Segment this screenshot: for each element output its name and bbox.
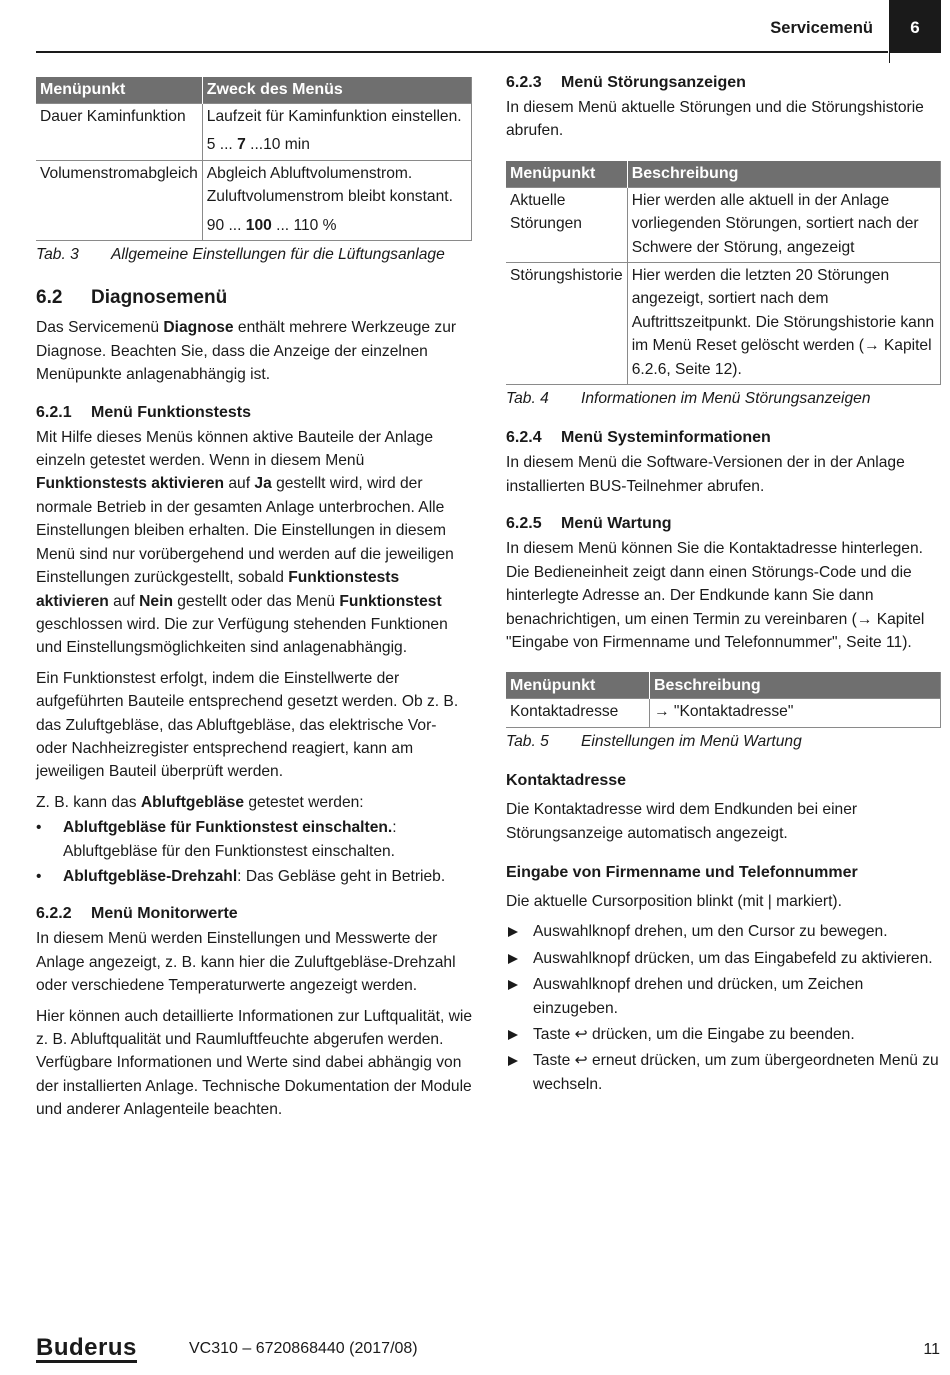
table-caption [506,730,941,753]
section-title: Menü Störungsanzeigen [561,74,746,91]
section-heading [36,286,472,310]
section-title: Menü Wartung [561,515,672,533]
paragraph: Z. B. kann das Abluftgebläse getestet werden: [36,793,364,811]
section-title: Menü Systeminformationen [561,429,771,447]
paragraph: Die Kontaktadresse wird dem Endkunden bei einer Störungsanzeige automatisch angezeigt. [506,801,858,842]
section-title: Diagnosemenü [91,287,228,309]
table-header-menupunkt: Menüpunkt [506,672,650,699]
list-item: Taste ↩ drücken, um die Eingabe zu beenden. [506,1023,941,1046]
subheading: Eingabe von Firmenname und Telefonnummer [506,863,858,881]
range-post: ...10 min [245,136,310,154]
instruction-list [506,920,941,1096]
table-row [506,187,940,262]
paragraph: In diesem Menü aktuelle Störungen und die Störungshistorie abrufen. [506,99,924,140]
section-number: 6.2.1 [36,403,72,421]
brand-logo [36,1336,137,1363]
subsection-heading [506,71,941,94]
brand-text: Buderus [36,1334,137,1361]
header-title: Servicemenü [770,19,873,37]
section-number: 6.2 [36,287,63,309]
cell-range [207,214,467,237]
table-3 [36,77,472,241]
table-header-zweck: Zweck des Menüs [202,77,471,104]
table-row [506,263,940,385]
paragraph: Die aktuelle Cursorposition blinkt (mit | markiert). [506,892,842,910]
paragraph: Hier können auch detaillierte Informationen zur Luftqualität, wie z. B. Abluftqualität und Raumluftfeuchte abgerufen werden. Verfügbare Informationen und Werte sind dabei abhängig von der installierten Anlage. Technische Dokumentation der Module und anderer Anlagenteile beachten. [36,1007,473,1119]
paragraph: In diesem Menü werden Einstellungen und Messwerte der Anlage angezeigt, z. B. kann hier die Zuluftgebläse-Drehzahl oder verschiedene Temperaturwerte angezeigt werden. [36,930,456,995]
section-number: 6.2.3 [506,74,542,91]
right-column [506,71,941,1099]
triangle-bullet-icon [508,1056,518,1066]
paragraph: In diesem Menü die Software-Versionen der in der Anlage installierten BUS-Teilnehmer abrufen. [506,454,905,495]
bullet-list [36,816,472,888]
range-post: ... 110 % [271,216,337,234]
subsection-heading [506,512,941,535]
caption-number: Tab. 5 [506,732,549,750]
section-number: 6.2.2 [36,905,72,923]
triangle-bullet-icon [508,1030,518,1040]
table-caption [506,387,941,410]
range-default: 7 [237,136,246,154]
table-cell-desc: → "Kontaktadresse" [650,699,941,727]
table-header-beschreibung: Beschreibung [650,672,941,699]
list-item: Taste ↩ erneut drücken, um zum übergeordneten Menü zu wechseln. [506,1049,941,1096]
chapter-number: 6 [889,0,941,53]
table-row [36,104,471,161]
list-item: • Abluftgebläse für Funktionstest einschalten.: Abluftgebläse für den Funktionstest einschalten. [36,816,472,863]
triangle-bullet-icon [508,927,518,937]
table-header-menupunkt: Menüpunkt [506,161,627,188]
caption-text: Einstellungen im Menü Wartung [581,732,802,750]
table-4 [506,161,941,385]
table-row [506,699,940,727]
cell-desc-text: Abgleich Abluftvolumenstrom. Zuluftvolumenstrom bleibt konstant. [206,164,453,206]
cell-desc-text: Laufzeit für Kaminfunktion einstellen. [206,108,462,125]
caption-text: Allgemeine Einstellungen für die Lüftungsanlage [111,246,445,264]
caption-text: Informationen im Menü Störungsanzeigen [581,390,871,408]
page-number: 11 [923,1341,940,1358]
table-cell-desc [202,160,471,240]
list-item: Auswahlknopf drehen und drücken, um Zeichen einzugeben. [506,973,941,1020]
section-number: 6.2.5 [506,515,542,533]
range-pre: 90 ... [206,216,246,234]
range-default: 100 [245,216,272,234]
table-cell-item: Aktuelle Störungen [506,187,627,262]
header-rule [36,51,888,53]
table-cell-desc: Hier werden alle aktuell in der Anlage vorliegenden Störungen, sortiert nach der Schwere der Störung, angezeigt [627,187,940,262]
list-item: Auswahlknopf drehen, um den Cursor zu bewegen. [506,920,941,943]
subheading: Kontaktadresse [506,772,627,790]
section-title: Menü Funktionstests [91,403,252,421]
table-cell-desc [202,104,471,161]
paragraph: Mit Hilfe dieses Menüs können aktive Bauteile der Anlage einzeln getestet werden. Wenn in diesem Menü Funktionstests aktivieren auf Ja gestellt wird, wird der normale Betrieb in der gesamten Anlage unterbrochen. Alle Einstellungen bleiben erhalten. Die Einstellungen in diesem Menü sind nur vorübergehend und werden auf die jeweiligen Einstellungen zurückgestellt, sobald Funktionstests aktivieren auf Nein gestellt oder das Menü Funktionstest geschlossen wird. Die zur Verfügung stehenden Funktionen und Einstellungsmöglichkeiten sind anlagenabhängig. [36,428,454,657]
paragraph: In diesem Menü können Sie die Kontaktadresse hinterlegen. Die Bedieneinheit zeigt dann einen Störungs-Code und die hinterlegte Adresse an. Der Endkunde kann Sie dann benachrichtigen, um einen Termin zu vereinbaren (→ Kapitel "Eingabe von Firmenname und Telefonnummer", Seite 11). [506,540,925,651]
table-cell-item: Volumenstromabgleich [36,160,202,240]
document-id: VC310 – 6720868440 (2017/08) [189,1340,418,1357]
section-number: 6.2.4 [506,429,542,447]
subsection-heading [36,401,472,424]
table-caption [36,243,472,266]
range-pre: 5 ... [206,136,238,154]
cell-range [207,133,467,156]
paragraph: Das Servicemenü Diagnose enthält mehrere Werkzeuge zur Diagnose. Beachten Sie, dass die Anzeige der einzelnen Menüpunkte anlagenabhängig ist. [36,319,457,384]
paragraph: Ein Funktionstest erfolgt, indem die Einstellwerte der aufgeführten Bauteile entsprechend gesetzt werden. Ob z. B. das Zuluftgebläse, das Abluftgebläse, das elektrische Vor- oder Nachheizregister entsprechend reagiert, kann am jeweiligen Bauteil überprüft werden. [36,669,459,781]
table-cell-desc: Hier werden die letzten 20 Störungen angezeigt, sortiert nach dem Auftrittszeitpunkt. Die Störungshistorie kann im Menü Reset gelöscht werden (→ Kapitel 6.2.6, Seite 12). [627,263,940,385]
triangle-bullet-icon [508,954,518,964]
list-item: Auswahlknopf drücken, um das Eingabefeld zu aktivieren. [506,947,941,970]
table-header-menupunkt: Menüpunkt [36,77,202,104]
subsection-heading [506,426,941,449]
table-cell-item: Dauer Kaminfunktion [36,104,202,161]
caption-number: Tab. 4 [506,390,549,408]
section-title: Menü Monitorwerte [91,905,238,923]
triangle-bullet-icon [508,980,518,990]
caption-number: Tab. 3 [36,246,79,264]
table-row [36,160,471,240]
left-column [36,77,472,1129]
header-tick [889,53,890,63]
subsection-heading [36,902,472,925]
list-item: • Abluftgebläse-Drehzahl: Das Gebläse geht in Betrieb. [36,865,472,888]
table-5 [506,672,941,727]
table-cell-item: Störungshistorie [506,263,627,385]
table-header-beschreibung: Beschreibung [627,161,940,188]
table-cell-item: Kontaktadresse [506,699,650,727]
